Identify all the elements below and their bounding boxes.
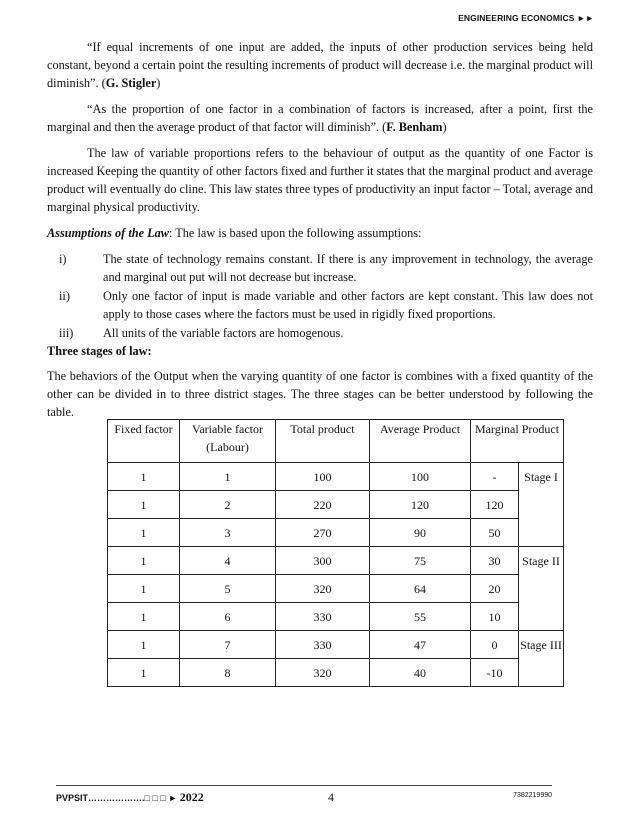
stage-label: Stage II: [519, 547, 564, 631]
table-row: 1 4 300 75 30 Stage II: [108, 547, 564, 575]
footer-institution: PVPSIT……………….□ □ □ ► 2022: [56, 790, 204, 804]
quote-author: F. Benham: [386, 120, 443, 134]
table-row: 1 3 270 90 50: [108, 519, 564, 547]
table-row: 1 8 320 40 -10: [108, 659, 564, 687]
footer-divider: [56, 785, 552, 786]
productivity-table: [107, 419, 564, 687]
stages-paragraph: The behaviors of the Output when the varying quantity of one factor is combines with a fixed quantity of the other can be divided in to three district stages. The three stages can be better understood by following the table.: [47, 369, 593, 419]
quote-stigler: “If equal increments of one input are added, the inputs of other production services being held constant, beyond a certain point the resulting increments of product will decrease i.e. the marginal product will diminish”. (G. Stigler): [47, 40, 593, 90]
col-header: Variable factor (Labour): [180, 420, 276, 463]
law-paragraph: The law of variable proportions refers to the behaviour of output as the quantity of one Factor is increased Keeping the quantity of other factors fixed and further it states that the marginal product and average product will eventually do cline. This law states three types of productivity an input factor – Total, average and marginal physical productivity.: [47, 146, 593, 214]
stages-title: Three stages of law:: [47, 344, 152, 358]
assumptions-list: [47, 250, 593, 342]
list-item: i) The state of technology remains constant. If there is any improvement in technology, the average and marginal out put will not decrease but increase.: [59, 252, 593, 284]
list-item: ii) Only one factor of input is made variable and other factors are kept constant. This law does not apply to those cases where the factors must be used in rigidly fixed proportions.: [59, 289, 593, 321]
quote-benham: “As the proportion of one factor in a combination of factors is increased, after a point, first the marginal and then the average product of that factor will diminish”. (F. Benham): [47, 102, 593, 134]
list-item: iii) All units of the variable factors are homogenous.: [59, 326, 344, 340]
footer-contact: 7382219990: [513, 792, 552, 799]
table-row: 1 1 100 100 - Stage I: [108, 463, 564, 491]
assumptions-intro: Assumptions of the Law: The law is based upon the following assumptions:: [47, 226, 422, 240]
quote-author: G. Stigler: [105, 76, 157, 90]
stage-label: Stage III: [519, 631, 564, 687]
page-content: [47, 38, 593, 429]
col-header: Marginal Product: [471, 420, 564, 463]
assumptions-heading: Assumptions of the Law: [47, 226, 169, 240]
table-row: 1 5 320 64 20: [108, 575, 564, 603]
table-row: 1 7 330 47 0 Stage III: [108, 631, 564, 659]
running-header: ENGINEERING ECONOMICS ►►: [458, 13, 594, 23]
col-header: Average Product: [370, 420, 471, 463]
table-row: 1 2 220 120 120: [108, 491, 564, 519]
col-header: Total product: [276, 420, 370, 463]
stage-label: Stage I: [519, 463, 564, 547]
table-row: 1 6 330 55 10: [108, 603, 564, 631]
col-header: Fixed factor: [108, 420, 180, 463]
page-number: 4: [328, 790, 334, 804]
